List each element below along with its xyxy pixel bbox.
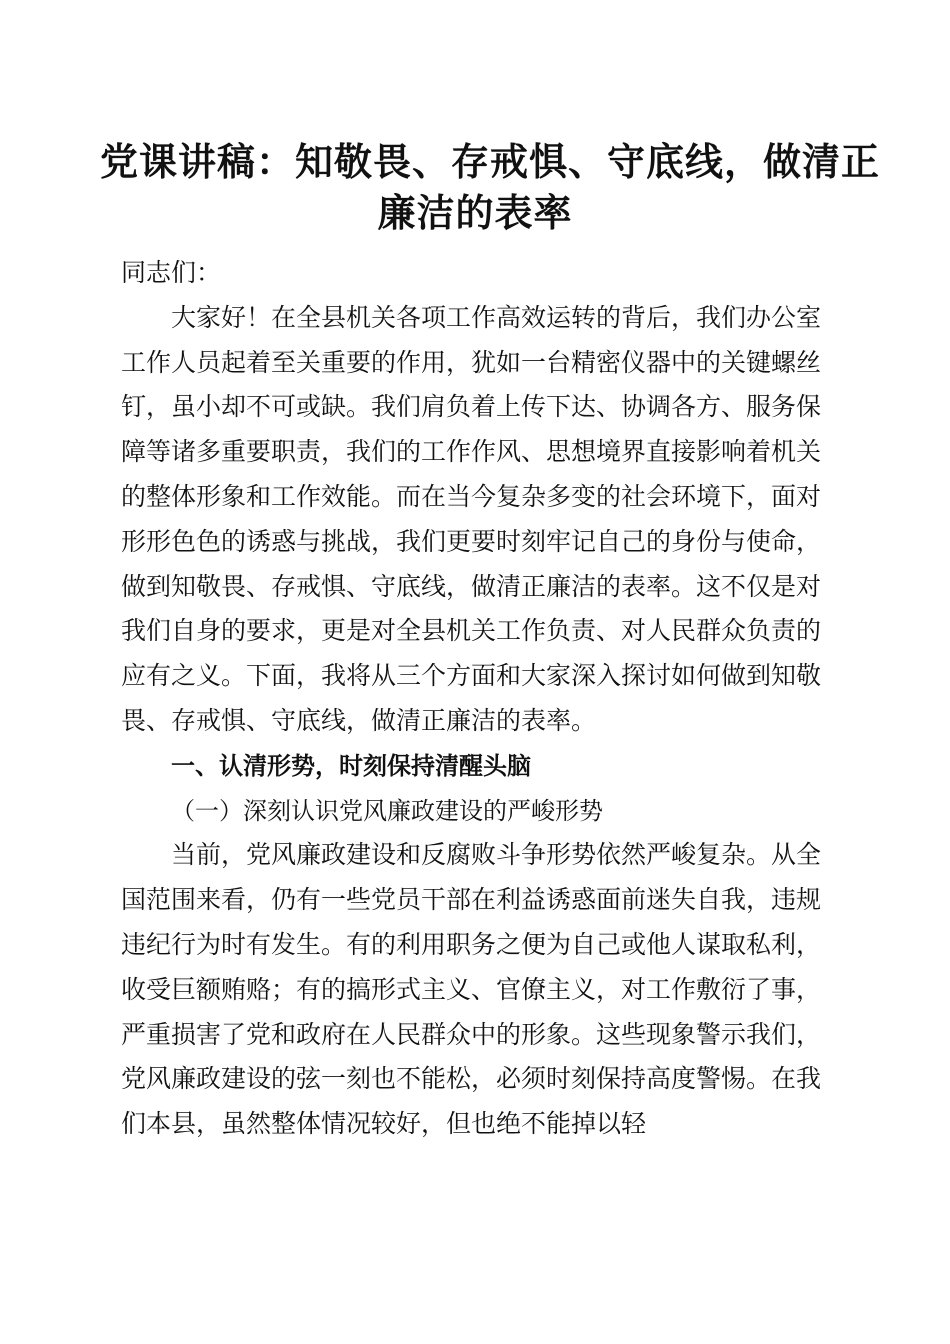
title-line-2: 廉洁的表率	[377, 190, 573, 235]
document-body	[121, 251, 821, 1147]
intro-paragraph: 大家好！在全县机关各项工作高效运转的背后，我们办公室工作人员起着至关重要的作用，犹如一台精密仪器中的关键螺丝钉，虽小却不可或缺。我们肩负着上传下达、协调各方、服务保障等诸多重要职责，我们的工作作风、思想境界直接影响着机关的整体形象和工作效能。而在当今复杂多变的社会环境下，面对形形色色的诱惑与挑战，我们更要时刻牢记自己的身份与使命，做到知敬畏、存戒惧、守底线，做清正廉洁的表率。这不仅是对我们自身的要求，更是对全县机关工作负责、对人民群众负责的应有之义。下面，我将从三个方面和大家深入探讨如何做到知敬畏、存戒惧、守底线，做清正廉洁的表率。	[121, 302, 822, 735]
subsection-heading: （一）深刻认识党风廉政建设的严峻形势	[171, 796, 603, 825]
document-title	[100, 136, 881, 238]
subsection-paragraph: 当前，党风廉政建设和反腐败斗争形势依然严峻复杂。从全国范围来看，仍有一些党员干部在利益诱惑面前迷失自我，违规违纪行为时有发生。有的利用职务之便为自己或他人谋取私利，收受巨额贿赂；有的搞形式主义、官僚主义，对工作敷衍了事，严重损害了党和政府在人民群众中的形象。这些现象警示我们，党风廉政建设的弦一刻也不能松，必须时刻保持高度警惕。在我们本县，虽然整体情况较好，但也绝不能掉以轻	[121, 840, 822, 1139]
section-heading: 一、认清形势，时刻保持清醒头脑	[171, 751, 531, 780]
title-line-1: 党课讲稿：知敬畏、存戒惧、守底线，做清正	[100, 139, 881, 184]
salutation: 同志们：	[121, 258, 222, 287]
